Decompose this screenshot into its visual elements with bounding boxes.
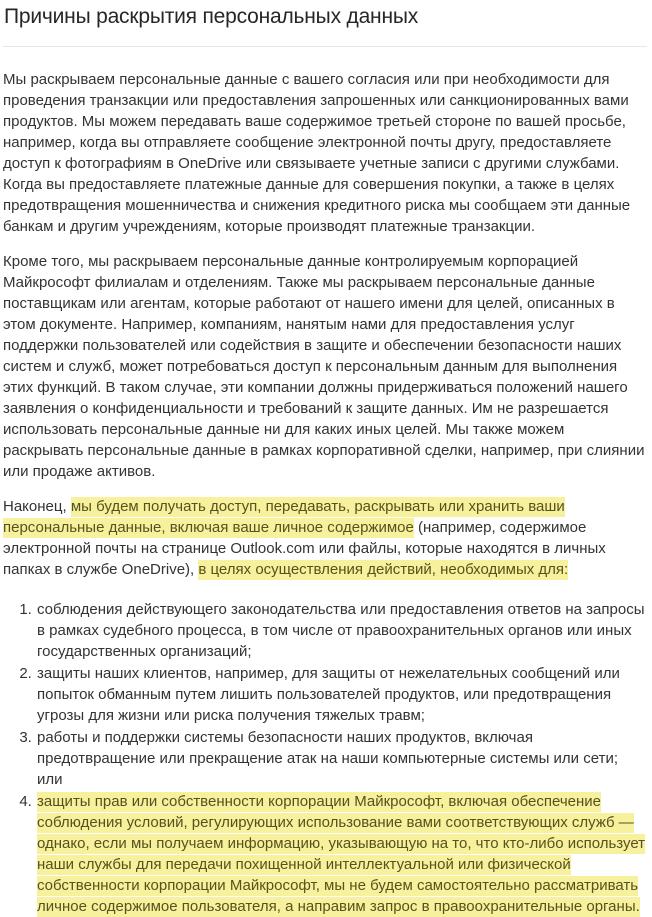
body-paragraphs [3, 69, 647, 580]
paragraph [3, 251, 647, 482]
text-segment: работы и поддержки системы безопасности наших продуктов, включая предотвращение или прекращение атак на наши компьютерные системы или сети; или [37, 729, 618, 788]
highlighted-segment: защиты прав или собственности корпорации Майкрософт, включая обеспечение соблюдения условий, регулирующих использование вами соответствующих служб — однако, если мы получаем информацию, указывающую на то, что кто-либо использует наши службы для передачи похищенной интеллектуальной или физической собственности корпорации Майкрософт, мы не будем самостоятельно рассматривать личное содержимое пользователя, а направим запрос в правоохранительные органы. [37, 793, 646, 915]
text-segment: защиты наших клиентов, например, для защиты от нежелательных сообщений или попыток обманным путем лишить пользователей продуктов, или предотвращения угрозы для жизни или риска получения тяжелых травм; [37, 665, 620, 724]
title-divider [3, 46, 647, 47]
paragraph [3, 69, 647, 237]
text-segment: Наконец, [3, 498, 71, 515]
list-item [36, 727, 647, 790]
text-segment: соблюдения действующего законодательства или предоставления ответов на запросы в рамках судебного процесса, в том числе от правоохранительных органов или иных государственных организаций; [37, 601, 645, 660]
page-title: Причины раскрытия персональных данных [4, 5, 419, 28]
highlighted-segment: мы будем получать доступ, передавать, раскрывать или хранить ваши персональные данные, включая ваше личное содержимое [3, 498, 565, 536]
text-segment: (например, содержимое электронной почты на странице Outlook.com или файлы, которые находятся в личных папках в службе OneDrive), [3, 519, 606, 578]
list-item [36, 599, 647, 662]
text-segment: Мы раскрываем персональные данные с вашего согласия или при необходимости для проведения транзакции или предоставления запрошенных или санкционированных вами продуктов. Мы можем передавать ваше содержимое третьей стороне по вашей просьбе, например, когда вы отправляете сообщение электронной почты другу, предоставляете доступ к фотографиям в OneDrive или связываете учетные записи с другими службами. Когда вы предоставляете платежные данные для совершения покупки, а также в целях предотвращения мошенничества и снижения кредитного риска мы сообщаем эти данные банкам и другим учреждениям, которые производят платежные транзакции. [3, 71, 631, 235]
highlighted-segment: в целях осуществления действий, необходимых для: [198, 561, 569, 578]
list-item [36, 663, 647, 726]
list-item [36, 791, 647, 917]
text-segment: Кроме того, мы раскрываем персональные данные контролируемым корпорацией Майкрософт филиалам и отделениям. Также мы раскрываем персональные данные поставщикам или агентам, которые работают от нашего имени для целей, описанных в этом документе. Например, компаниям, нанятым нами для предоставления услуг поддержки пользователей или содействия в защите и обеспечении безопасности наших систем и служб, может потребоваться доступ к персональным данным для выполнения этих функций. В таком случае, эти компании должны придерживаться положений нашего заявления о конфиденциальности и требований к защите данных. Им не разрешается использовать персональные данные ни для каких иных целей. Мы также можем раскрывать персональные данные в рамках корпоративной сделки, например, при слиянии или продаже активов. [3, 253, 645, 480]
reasons-list [3, 599, 647, 917]
paragraph [3, 496, 647, 580]
